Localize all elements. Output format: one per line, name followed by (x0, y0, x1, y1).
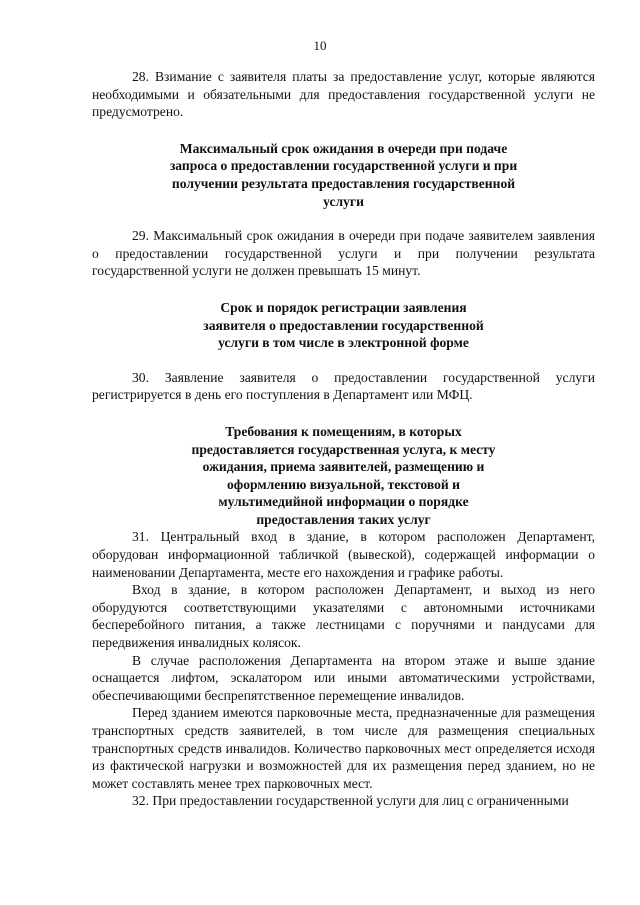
paragraph-31-entrance: Вход в здание, в котором расположен Департамент, и выход из него оборудуются соответствующими указателями с автономными источниками бесперебойного питания, а также лестницами с поручнями и пандусами для передвижения инвалидных колясок. (92, 582, 595, 651)
paragraph-29: 29. Максимальный срок ожидания в очереди при подаче заявителем заявления о предоставлении государственной услуги и при получении результата государственной услуги не должен превышать 15 минут. (92, 228, 595, 279)
heading-waiting-time: Максимальный срок ожидания в очереди при подаче запроса о предоставлении государственной услуги и при получении результата предоставления государственной услуги (169, 140, 518, 209)
document-body (92, 68, 595, 810)
paragraph-31: 31. Центральный вход в здание, в котором расположен Департамент, оборудован информационной табличкой (вывеской), содержащей информации о наименовании Департамента, месте его нахождения и графике работы. (92, 529, 595, 580)
page-number: 10 (313, 38, 327, 53)
paragraph-30: 30. Заявление заявителя о предоставлении государственной услуги регистрируется в день его поступления в Департамент или МФЦ. (92, 369, 595, 403)
heading-registration: Срок и порядок регистрации заявления заявителя о предоставлении государственной услуги в том числе в электронной форме (203, 299, 484, 351)
paragraph-31-parking: Перед зданием имеются парковочные места, предназначенные для размещения транспортных средств заявителей, в том числе для размещения специальных транспортных средств инвалидов. Количество парковочных мест определяется исходя из фактической нагрузки и возможностей для их размещения перед зданием, но не может составлять менее трех парковочных мест. (92, 705, 595, 791)
paragraph-32: 32. При предоставлении государственной услуги для лиц с ограниченными (132, 793, 569, 809)
paragraph-31-elevator: В случае расположения Департамента на втором этаже и выше здание оснащается лифтом, эскалатором или иными автоматическими устройствами, обеспечивающими беспрепятственное перемещение инвалидов. (92, 652, 595, 703)
heading-premises: Требования к помещениям, в которых предоставляется государственная услуга, к месту ожидания, приема заявителей, размещению и оформлению визуальной, текстовой и мультимедийной информации о порядке предоставления таких услуг (191, 423, 496, 527)
paragraph-28: 28. Взимание с заявителя платы за предоставление услуг, которые являются необходимыми и обязательными для предоставления государственной услуги не предусмотрено. (92, 69, 595, 120)
